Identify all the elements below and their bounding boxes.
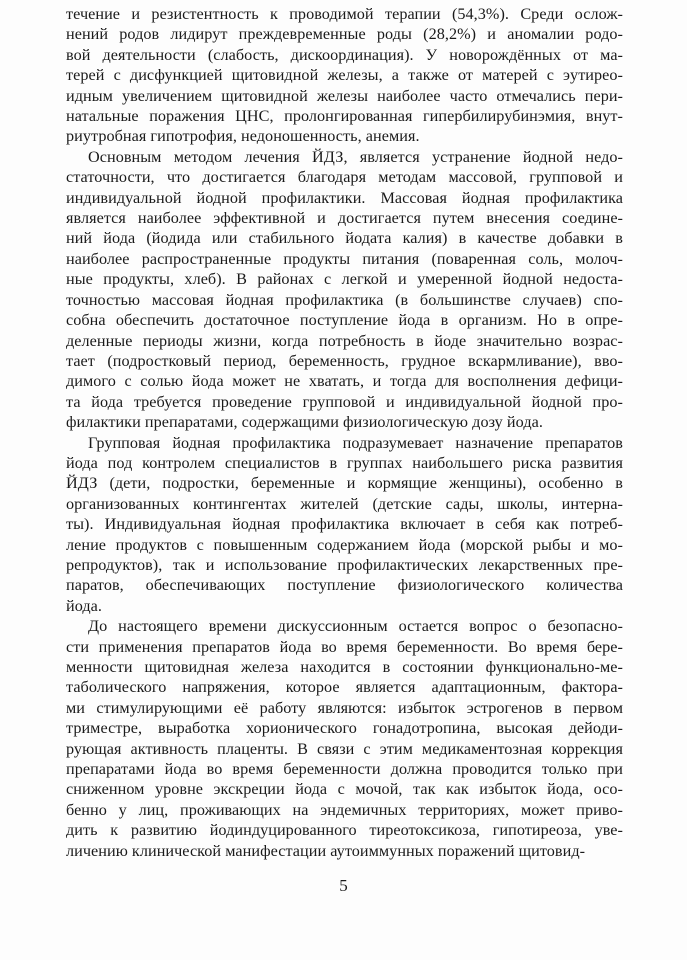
text-line: сниженном уровне экскреции йода с мочой, так как избыток йода, осо- [66, 780, 623, 799]
paragraph [66, 147, 623, 433]
text-line: является наиболее эффективной и достигается путем внесения соедине- [66, 209, 623, 228]
text-line: вой деятельности (слабость, дискоординация). У новорождённых от ма- [66, 45, 623, 64]
paragraph [66, 4, 623, 147]
text-line: Групповая йодная профилактика подразумевает назначение препаратов [88, 433, 623, 452]
text-line: Основным методом лечения ЙДЗ, является устранение йодной недо- [88, 147, 623, 166]
text-line: йода под контролем специалистов в группах наибольшего риска развития [66, 453, 623, 472]
text-line: филактики препаратами, содержащими физиологическую дозу йода. [66, 413, 543, 432]
text-line: паратов, обеспечивающих поступление физиологического количества [66, 576, 623, 595]
text-line: точностью массовая йодная профилактика (в большинстве случаев) спо- [66, 290, 623, 309]
text-line: ми стимулирующими её работу являются: избыток эстрогенов в первом [66, 698, 623, 717]
paragraph [66, 616, 623, 861]
paragraph [66, 433, 623, 617]
text-line: ные продукты, хлеб). В районах с легкой и умеренной йодной недоста- [66, 270, 623, 289]
text-line: таболического напряжения, которое является адаптационным, фактора- [66, 678, 623, 697]
text-line: терей с дисфункцией щитовидной железы, а также от матерей с эутирео- [66, 66, 623, 85]
text-line: статочности, что достигается благодаря методам массовой, групповой и [66, 168, 623, 187]
text-line: течение и резистентность к проводимой терапии (54,3%). Среди ослож- [66, 5, 623, 23]
text-line: натальные поражения ЦНС, пролонгированная гипербилирубинэмия, внут- [66, 107, 623, 126]
text-line: йода. [66, 596, 103, 615]
text-line: собна обеспечить достаточное поступление йода в организм. Но в опре- [66, 311, 623, 330]
text-line: ЙДЗ (дети, подростки, беременные и кормящие женщины), особенно в [66, 474, 623, 493]
text-line: менности щитовидная железа находится в состоянии функционально-ме- [66, 658, 623, 676]
text-line: индивидуальной йодной профилактики. Массовая йодная профилактика [66, 188, 623, 207]
text-line: наиболее распространенные продукты питания (поваренная соль, молоч- [66, 249, 623, 268]
text-line: сти применения препаратов йода во время беременности. Во время бере- [66, 637, 623, 656]
text-line: деленные периоды жизни, когда потребность в йоде значительно возрас- [66, 331, 623, 350]
text-line: рующая активность плаценты. В связи с этим медикаментозная коррекция [66, 739, 623, 758]
text-line: ление продуктов с повышенным содержанием йода (морской рыбы и мо- [66, 535, 623, 554]
page-number: 5 [339, 876, 348, 895]
text-line: нений родов лидирут преждевременные роды (28,2%) и аномалии родо- [66, 25, 623, 44]
text-line: ний йода (йодида или стабильного йодата калия) в качестве добавки в [66, 229, 623, 248]
text-line: идным увеличением щитовидной железы наиболее часто отмечались пери- [66, 86, 623, 105]
text-line: репродуктов), так и использование профилактических лекарственных пре- [66, 555, 623, 574]
text-line: триместре, выработка хорионического гонадотропина, высокая дейоди- [66, 719, 623, 738]
text-line: тает (подростковый период, беременность, грудное вскармливание), вво- [66, 351, 623, 370]
body-text [66, 4, 623, 861]
text-line: ты). Индивидуальная йодная профилактика включает в себя как потреб- [66, 515, 623, 534]
text-line: До настоящего времени дискуссионным остается вопрос о безопасно- [88, 617, 623, 636]
text-line: дить к развитию йодиндуцированного тиреотоксикоза, гипотиреоза, уве- [66, 821, 623, 840]
text-line: димого с солью йода может не хватать, и тогда для восполнения дефици- [66, 372, 623, 391]
text-line: препаратами йода во время беременности должна проводится только при [66, 760, 623, 779]
text-line: бенно у лиц, проживающих на эндемичных территориях, может приво- [66, 800, 623, 819]
text-line: личению клинической манифестации аутоиммунных поражений щитовид- [66, 841, 586, 860]
text-line: риутробная гипотрофия, недоношенность, анемия. [66, 127, 420, 146]
text-line: та йода требуется проведение групповой и индивидуальной йодной про- [66, 392, 623, 411]
text-line: организованных контингентах жителей (детские сады, школы, интерна- [66, 494, 623, 513]
